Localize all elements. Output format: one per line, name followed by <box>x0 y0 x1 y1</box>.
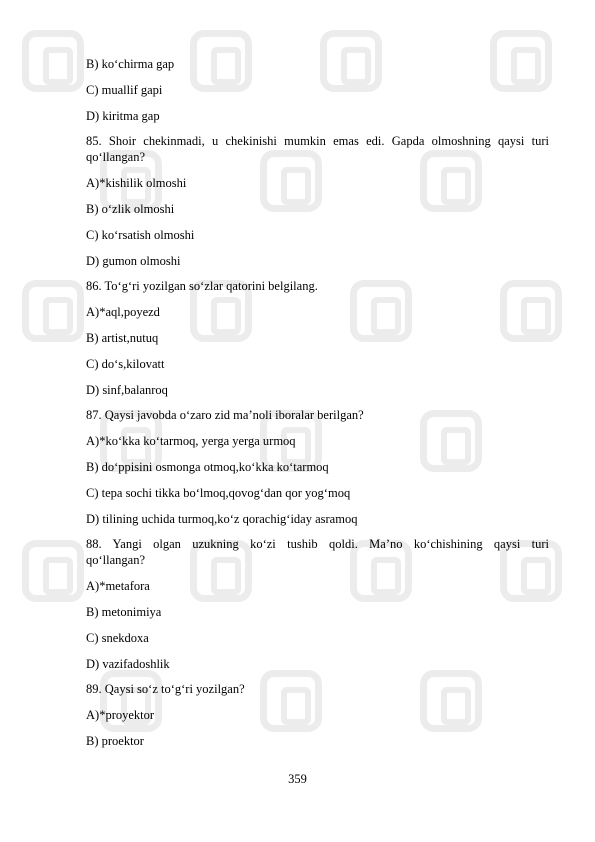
option-a: A)*metafora <box>86 579 150 594</box>
option-d: D) gumon olmoshi <box>86 253 181 268</box>
option-a: A)*aql,poyezd <box>86 305 160 320</box>
option-b: B) proektor <box>86 733 144 748</box>
question-88: 88. Yangi olgan uzukning ko‘zi tushib qoldi. Ma’no ko‘chishining qaysi turi qo‘llangan? <box>86 537 553 568</box>
option-a: A)*kishilik olmoshi <box>86 176 187 191</box>
option-c: C) tepa sochi tikka bo‘lmoq,qovog‘dan qor yog‘moq <box>86 485 351 500</box>
option-a: A)*ko‘kka ko‘tarmoq, yerga yerga urmoq <box>86 434 296 449</box>
option-b: B) do‘ppisini osmonga otmoq,ko‘kka ko‘tarmoq <box>86 459 329 474</box>
option-d: D) tilining uchida turmoq,ko‘z qorachig‘iday asramoq <box>86 511 358 526</box>
question-89: 89. Qaysi so‘z to‘g‘ri yozilgan? <box>86 682 245 697</box>
option-a: A)*proyektor <box>86 708 155 723</box>
page-content <box>86 56 553 759</box>
option-c: C) ko‘rsatish olmoshi <box>86 227 195 242</box>
question-87: 87. Qaysi javobda o‘zaro zid ma’noli iboralar berilgan? <box>86 408 364 423</box>
option-b: B) o‘zlik olmoshi <box>86 201 175 216</box>
question-86: 86. To‘g‘ri yozilgan so‘zlar qatorini belgilang. <box>86 279 318 294</box>
option-b: B) artist,nutuq <box>86 330 159 345</box>
option-c: C) muallif gapi <box>86 82 163 97</box>
option-c: C) snekdoxa <box>86 630 149 645</box>
option-c: C) do‘s,kilovatt <box>86 356 165 371</box>
page-number: 359 <box>288 772 307 786</box>
option-b: B) ko‘chirma gap <box>86 57 175 71</box>
question-85: 85. Shoir chekinmadi, u chekinishi mumkin emas edi. Gapda olmoshning qaysi turi qo‘llangan? <box>86 134 549 165</box>
option-b: B) metonimiya <box>86 604 162 619</box>
option-d: D) vazifadoshlik <box>86 656 170 671</box>
option-d: D) kiritma gap <box>86 108 160 123</box>
option-d: D) sinf,balanroq <box>86 382 168 397</box>
